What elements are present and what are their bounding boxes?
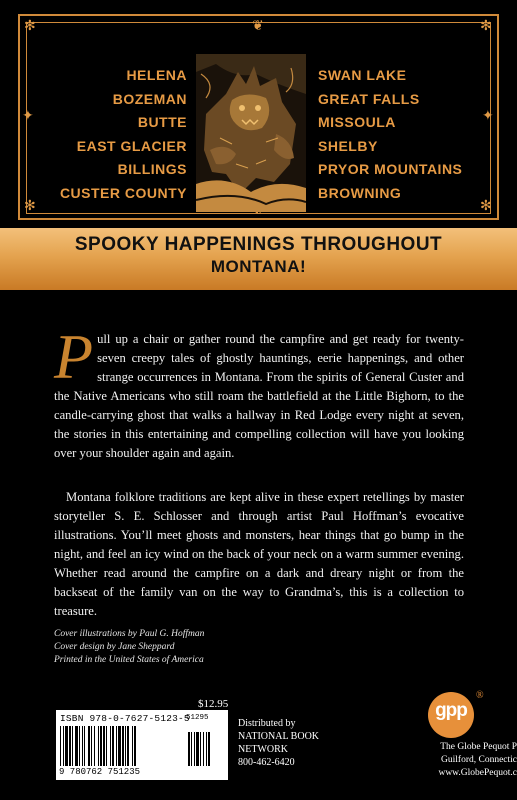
ean-number: 9 780762 751235 — [59, 767, 141, 777]
registered-mark: ® — [476, 690, 484, 701]
distributor-line: NETWORK — [238, 744, 288, 755]
town-list-left — [60, 64, 187, 205]
town-name: EAST GLACIER — [76, 137, 187, 154]
top-ornament-icon: ❦ — [252, 19, 264, 34]
corner-ornament-icon: ✻ — [24, 19, 36, 34]
town-name: SWAN LAKE — [318, 67, 407, 83]
town-name: PRYOR MOUNTAINS — [318, 161, 463, 177]
publisher-line: The Globe Pequot P — [440, 742, 517, 752]
town-name: BUTTE — [137, 114, 187, 130]
side-ornament-icon: ✦ — [482, 109, 494, 124]
credit-line: Printed in the United States of America — [54, 655, 204, 665]
town-name: BROWNING — [318, 184, 402, 201]
credit-line: Cover illustrations by Paul G. Hoffman — [54, 629, 205, 639]
cover-credits — [54, 628, 204, 667]
tagline-line-2: MONTANA! — [210, 257, 307, 276]
town-name: BOZEMAN — [112, 90, 187, 107]
town-name: HELENA — [126, 67, 187, 83]
addon-number: 51295 — [186, 714, 209, 722]
barcode — [56, 710, 228, 780]
tagline-banner — [0, 228, 517, 290]
monster-illustration — [196, 54, 306, 212]
corner-ornament-icon: ✻ — [24, 199, 36, 214]
blurb-paragraph-2: Montana folklore traditions are kept alive in these expert retellings by master storyteller S. E. Schlosser and through artist Paul Hoffman’s evocative illustrations. You’ll meet ghosts and monsters, hear things that go bump in the night, and feel an icy wind on the back of your neck on a warm summer evening. Whether read around the campfire on a dark and dreary night or from the backseat of the family van on the way to Grandma’s, this is a collection to treasure. — [54, 490, 464, 618]
publisher-line: Guilford, Connectic — [441, 755, 517, 765]
publisher-info — [382, 741, 517, 780]
tagline-line-1: SPOOKY HAPPENINGS THROUGHOUT — [74, 234, 443, 255]
blurb-paragraph-1 — [54, 321, 464, 463]
distributor-line: NATIONAL BOOK — [238, 731, 320, 742]
distributor-line: Distributed by — [238, 718, 296, 729]
corner-ornament-icon: ✻ — [480, 199, 492, 214]
price-label: $12.95 — [198, 698, 229, 710]
town-name: MISSOULA — [318, 114, 396, 130]
town-name: CUSTER COUNTY — [59, 184, 187, 201]
credit-line: Cover design by Jane Sheppard — [54, 642, 175, 652]
town-list-right — [318, 64, 462, 205]
distributor-phone: 800-462-6420 — [238, 757, 295, 768]
town-name: BILLINGS — [117, 161, 187, 177]
corner-ornament-icon: ✻ — [480, 19, 492, 34]
barcode-bars — [60, 726, 224, 766]
dropcap-letter: P — [54, 321, 94, 392]
side-ornament-icon: ✦ — [22, 109, 34, 124]
town-name: GREAT FALLS — [318, 90, 420, 107]
publisher-url: www.GlobePequot.c — [438, 768, 517, 778]
isbn-text: ISBN 978-0-7627-5123-5 — [60, 713, 190, 724]
blurb-paragraph-1-text: ull up a chair or gather round the campfire and get ready for twenty-seven creepy tales of ghostly hauntings, eerie happenings, and other strange occurrences in Montana. From the spirits of General Custer and the Native Americans who still roam the battlefield at the Little Bighorn, to the candle-carrying ghost that walks a hallway in Red Lodge every night at seven, the stories in this entertaining and compelling collection will have you looking over your shoulder again and again. — [54, 332, 464, 460]
gpp-logo-text: gpp — [435, 700, 467, 721]
distributor-info — [238, 717, 319, 769]
town-name: SHELBY — [318, 137, 378, 154]
gpp-logo-icon — [428, 692, 474, 738]
